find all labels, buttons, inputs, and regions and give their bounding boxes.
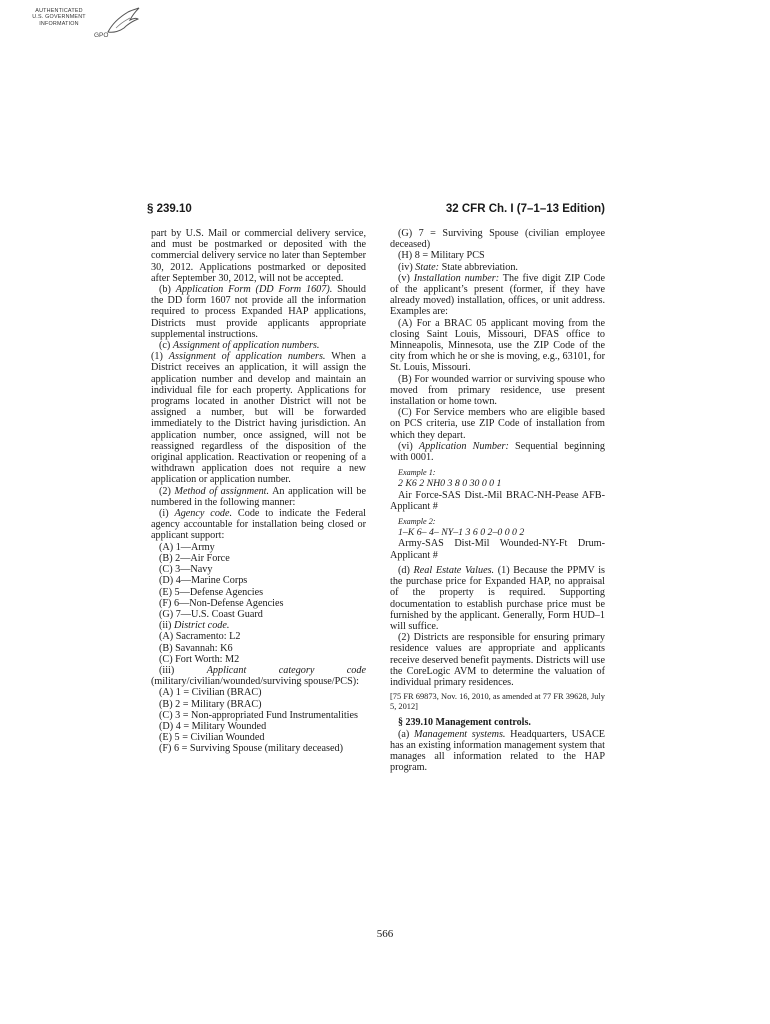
paragraph: part by U.S. Mail or commercial delivery service, and must be postmarked or deposited with the commercial delivery service no later than September 30, 2012. Applications postmarked or deposited after September 30, 2012, will not be accepted. — [151, 228, 366, 284]
left-column — [151, 228, 366, 755]
paragraph: (i) Agency code. Code to indicate the Federal agency accountable for installation being closed or applicant support: — [151, 508, 366, 542]
paragraph: (A) For a BRAC 05 applicant moving from the closing Saint Louis, Missouri, DFAS office to Minneapolis, Minnesota, use the ZIP Code of the city from which he or she is moving, e.g., 63101, for St. Louis, Missouri. — [390, 317, 605, 374]
example-description: Air Force-SAS Dist.-Mil BRAC-NH-Pease AFB-Applicant # — [390, 489, 605, 512]
paragraph: (a) Management systems. Headquarters, USACE has an existing information management system that manages all information related to the HAP program. — [390, 728, 606, 774]
running-head — [147, 203, 605, 219]
list-item: (H) 8 = Military PCS — [398, 250, 485, 262]
list-item: (B) 2 = Military (BRAC) — [159, 698, 262, 710]
list-item: (F) 6 = Surviving Spouse (military deceased) — [159, 743, 343, 755]
example-code: 2 K6 2 NH0 3 8 0 30 0 0 1 — [398, 478, 502, 490]
list-item: (E) 5 = Civilian Wounded — [159, 732, 265, 744]
paragraph: (iii) Applicant category code (military/civilian/wounded/surviving spouse/PCS): — [151, 664, 367, 688]
paragraph: (b) Application Form (DD Form 1607). Should the DD form 1607 not provide all the information required to process Expanded HAP applications, Districts must provide applicants appropriate supplemental instructions. — [151, 284, 367, 340]
paragraph: (d) Real Estate Values. (1) Because the PPMV is the purchase price for Expanded HAP, no appraisal of the property is required. Supporting documentation to establish purchase price must be furnished by the applicant. Generally, Form HUD–1 will suffice. — [390, 564, 605, 632]
paragraph: (ii) District code. — [159, 620, 230, 632]
list-item: (B) 2—Air Force — [159, 552, 230, 564]
list-item: (C) Fort Worth: M2 — [159, 653, 240, 665]
source-note: [75 FR 69873, Nov. 16, 2010, as amended at 77 FR 39628, July 5, 2012] — [390, 692, 605, 711]
list-item: (A) 1 = Civilian (BRAC) — [159, 687, 262, 699]
cfr-title: 32 CFR Ch. I (7–1–13 Edition) — [445, 203, 605, 215]
logo-mark: GPO — [94, 32, 109, 39]
list-item: (B) Savannah: K6 — [159, 642, 233, 654]
list-item: (G) 7—U.S. Coast Guard — [159, 608, 263, 620]
example-label: Example 2: — [398, 517, 436, 527]
section-heading: § 239.10 Management controls. — [398, 717, 531, 729]
eagle-icon — [102, 6, 142, 36]
logo-line: U.S. GOVERNMENT — [32, 14, 86, 21]
list-item: (F) 6—Non-Defense Agencies — [159, 597, 284, 609]
paragraph: (2) Districts are responsible for ensuring primary residence values are appropriate and applicants receive deserved benefit payments. Districts will use the CoreLogic AVM to determine the valuation of individual primary residences. — [390, 632, 605, 688]
right-column — [390, 228, 605, 773]
example-description: Army-SAS Dist-Mil Wounded-NY-Ft Drum-Applicant # — [390, 538, 605, 561]
paragraph: (c) Assignment of application numbers. — [159, 340, 320, 352]
logo-line: AUTHENTICATED — [35, 8, 83, 14]
example-label: Example 1: — [398, 468, 436, 478]
paragraph: (1) Assignment of application numbers. When a District receives an application, it will assign the application number and develop and maintain an individual file for each property. Applications for programs located in another District will not be assigned a number, but will be forwarded immediately to the District having jurisdiction. An application number, once assigned, will not be reassigned regardless of the disposition of the original application. Reactivation or reopening of a withdrawn application does not require a new application or application number. — [151, 351, 366, 486]
list-item: (C) 3 = Non-appropriated Fund Instrumentalities — [159, 709, 358, 721]
list-item: (D) 4—Marine Corps — [159, 575, 248, 587]
list-item: (C) 3—Navy — [159, 564, 213, 576]
example-code: 1–K 6– 4– NY–1 3 6 0 2–0 0 0 2 — [398, 527, 525, 539]
list-item: (D) 4 = Military Wounded — [159, 720, 267, 732]
list-item: (A) Sacramento: L2 — [159, 631, 241, 643]
paragraph: (C) For Service members who are eligible based on PCS criteria, use ZIP Code of installation from which they depart. — [390, 407, 605, 441]
list-item: (E) 5—Defense Agencies — [159, 586, 264, 598]
paragraph: (B) For wounded warrior or surviving spouse who moved from primary residence, use present installation or home town. — [390, 373, 605, 408]
list-item: (G) 7 = Surviving Spouse (civilian employee deceased) — [390, 228, 605, 251]
paragraph: (vi) Application Number: Sequential beginning with 0001. — [390, 440, 605, 464]
section-number: § 239.10 — [147, 203, 192, 215]
logo-line: INFORMATION — [39, 20, 79, 27]
paragraph: (v) Installation number: The five digit ZIP Code of the applicant’s present (former, if they have already moved) installation, offices, or unit address. Examples are: — [390, 272, 605, 318]
paragraph: (2) Method of assignment. An application will be numbered in the following manner: — [151, 485, 366, 508]
paragraph: (iv) State: State abbreviation. — [398, 261, 518, 273]
page-number: 566 — [376, 928, 394, 940]
logo-text — [14, 8, 104, 27]
gpo-authentication-logo — [14, 4, 144, 48]
list-item: (A) 1—Army — [159, 541, 215, 553]
